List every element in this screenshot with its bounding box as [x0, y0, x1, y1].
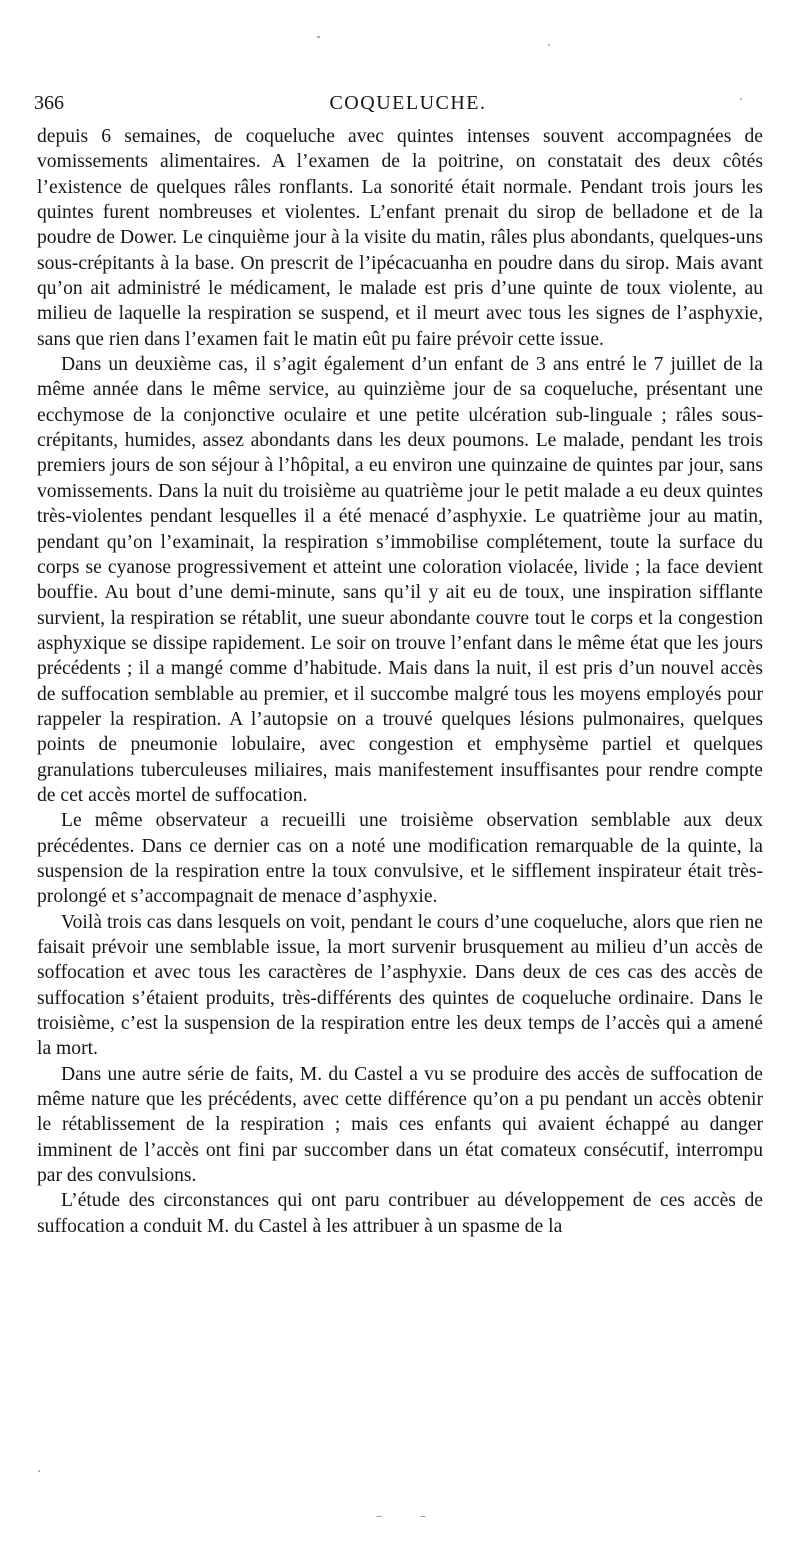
scan-speck: [38, 1470, 40, 1472]
scan-speck: [420, 1516, 426, 1517]
scan-speck: [317, 36, 320, 38]
paragraph-4: Voilà trois cas dans lesquels on voit, pendant le cours d’une coqueluche, alors que rien ne faisait prévoir une semblable issue, la mort survenir brusquement au milieu d’un accès de soffocation et avec tous les caractères de l’asphyxie. Dans deux de ces cas des accès de suffocation s’étaient produits, très-différents des quintes de coqueluche ordinaire. Dans le troisième, c’est la suspension de la respiration entre les deux temps de l’accès qui a amené la mort.: [37, 911, 763, 1060]
scan-speck: [548, 44, 550, 46]
paragraph-6: L’étude des circonstances qui ont paru contribuer au développement de ces accès de suffocation a conduit M. du Castel à les attribuer à un spasme de la: [37, 1190, 763, 1237]
running-title: COQUELUCHE.: [329, 92, 487, 114]
page-number: 366: [34, 92, 64, 114]
page-header: [34, 88, 762, 118]
paragraph-3: Le même observateur a recueilli une troisième observation semblable aux deux précédentes. Dans ce dernier cas on a noté une modification remarquable de la quinte, la suspension de la respiration entre la toux convulsive, et le sifflement inspirateur était très-prolongé et s’accompagnait de menace d’asphyxie.: [37, 810, 763, 908]
paragraph-1: depuis 6 semaines, de coqueluche avec quintes intenses souvent accompagnées de vomissements alimentaires. A l’examen de la poitrine, on constatait des deux côtés l’existence de quelques râles ronflants. La sonorité était normale. Pendant trois jours les quintes furent nombreuses et violentes. L’enfant prenait du sirop de belladone et de la poudre de Dower. Le cinquième jour à la visite du matin, râles plus abondants, quelques-uns sous-crépitants à la base. On prescrit de l’ipécacuanha en poudre dans du sirop. Mais avant qu’on ait administré le médicament, le malade est pris d’une quinte de toux violente, au milieu de laquelle la respiration se suspend, et il meurt avec tous les signes de l’asphyxie, sans que rien dans l’examen fait le matin eût pu faire prévoir cette issue.: [37, 126, 763, 350]
body-text: [37, 124, 763, 1239]
scan-speck: [376, 1516, 382, 1517]
paragraph-2: Dans un deuxième cas, il s’agit également d’un enfant de 3 ans entré le 7 juillet de la même année dans le même service, au quinzième jour de sa coqueluche, présentant une ecchymose de la conjonctive oculaire et une petite ulcération sub-linguale ; râles sous-crépitants, humides, assez abondants dans les deux poumons. Le malade, pendant les trois premiers jours de son séjour à l’hôpital, a eu environ une quinzaine de quintes par jour, sans vomissements. Dans la nuit du troisième au quatrième jour le petit malade a eu deux quintes très-violentes pendant lesquelles il a été menacé d’asphyxie. Le quatrième jour au matin, pendant qu’on l’examinait, la respiration s’immobilise complétement, toute la surface du corps se cyanose progressivement et atteint une coloration violacée, livide ; la face devient bouffie. Au bout d’une demi-minute, sans qu’il y ait eu de toux, une inspiration sifflante survient, la respiration se rétablit, une sueur abondante couvre tout le corps et la congestion asphyxique se dissipe rapidement. Le soir on trouve l’enfant dans le même état que les jours précédents ; il a mangé comme d’habitude. Mais dans la nuit, il est pris d’un nouvel accès de suffocation semblable au premier, et il succombe malgré tous les moyens employés pour rappeler la respiration. A l’autopsie on a trouvé quelques lésions pulmonaires, quelques points de pneumonie lobulaire, avec congestion et emphysème partiel et quelques granulations tuberculeuses miliaires, mais manifestement insuffisantes pour rendre compte de cet accès mortel de suffocation.: [37, 354, 763, 806]
scan-speck: [740, 98, 742, 100]
paragraph-5: Dans une autre série de faits, M. du Castel a vu se produire des accès de suffocation de même nature que les précédents, avec cette différence qu’on a pu pendant un accès obtenir le rétablissement de la respiration ; mais ces enfants qui avaient échappé au danger imminent de l’accès ont fini par succomber dans un état comateux consécutif, interrompu par des convulsions.: [37, 1063, 763, 1187]
